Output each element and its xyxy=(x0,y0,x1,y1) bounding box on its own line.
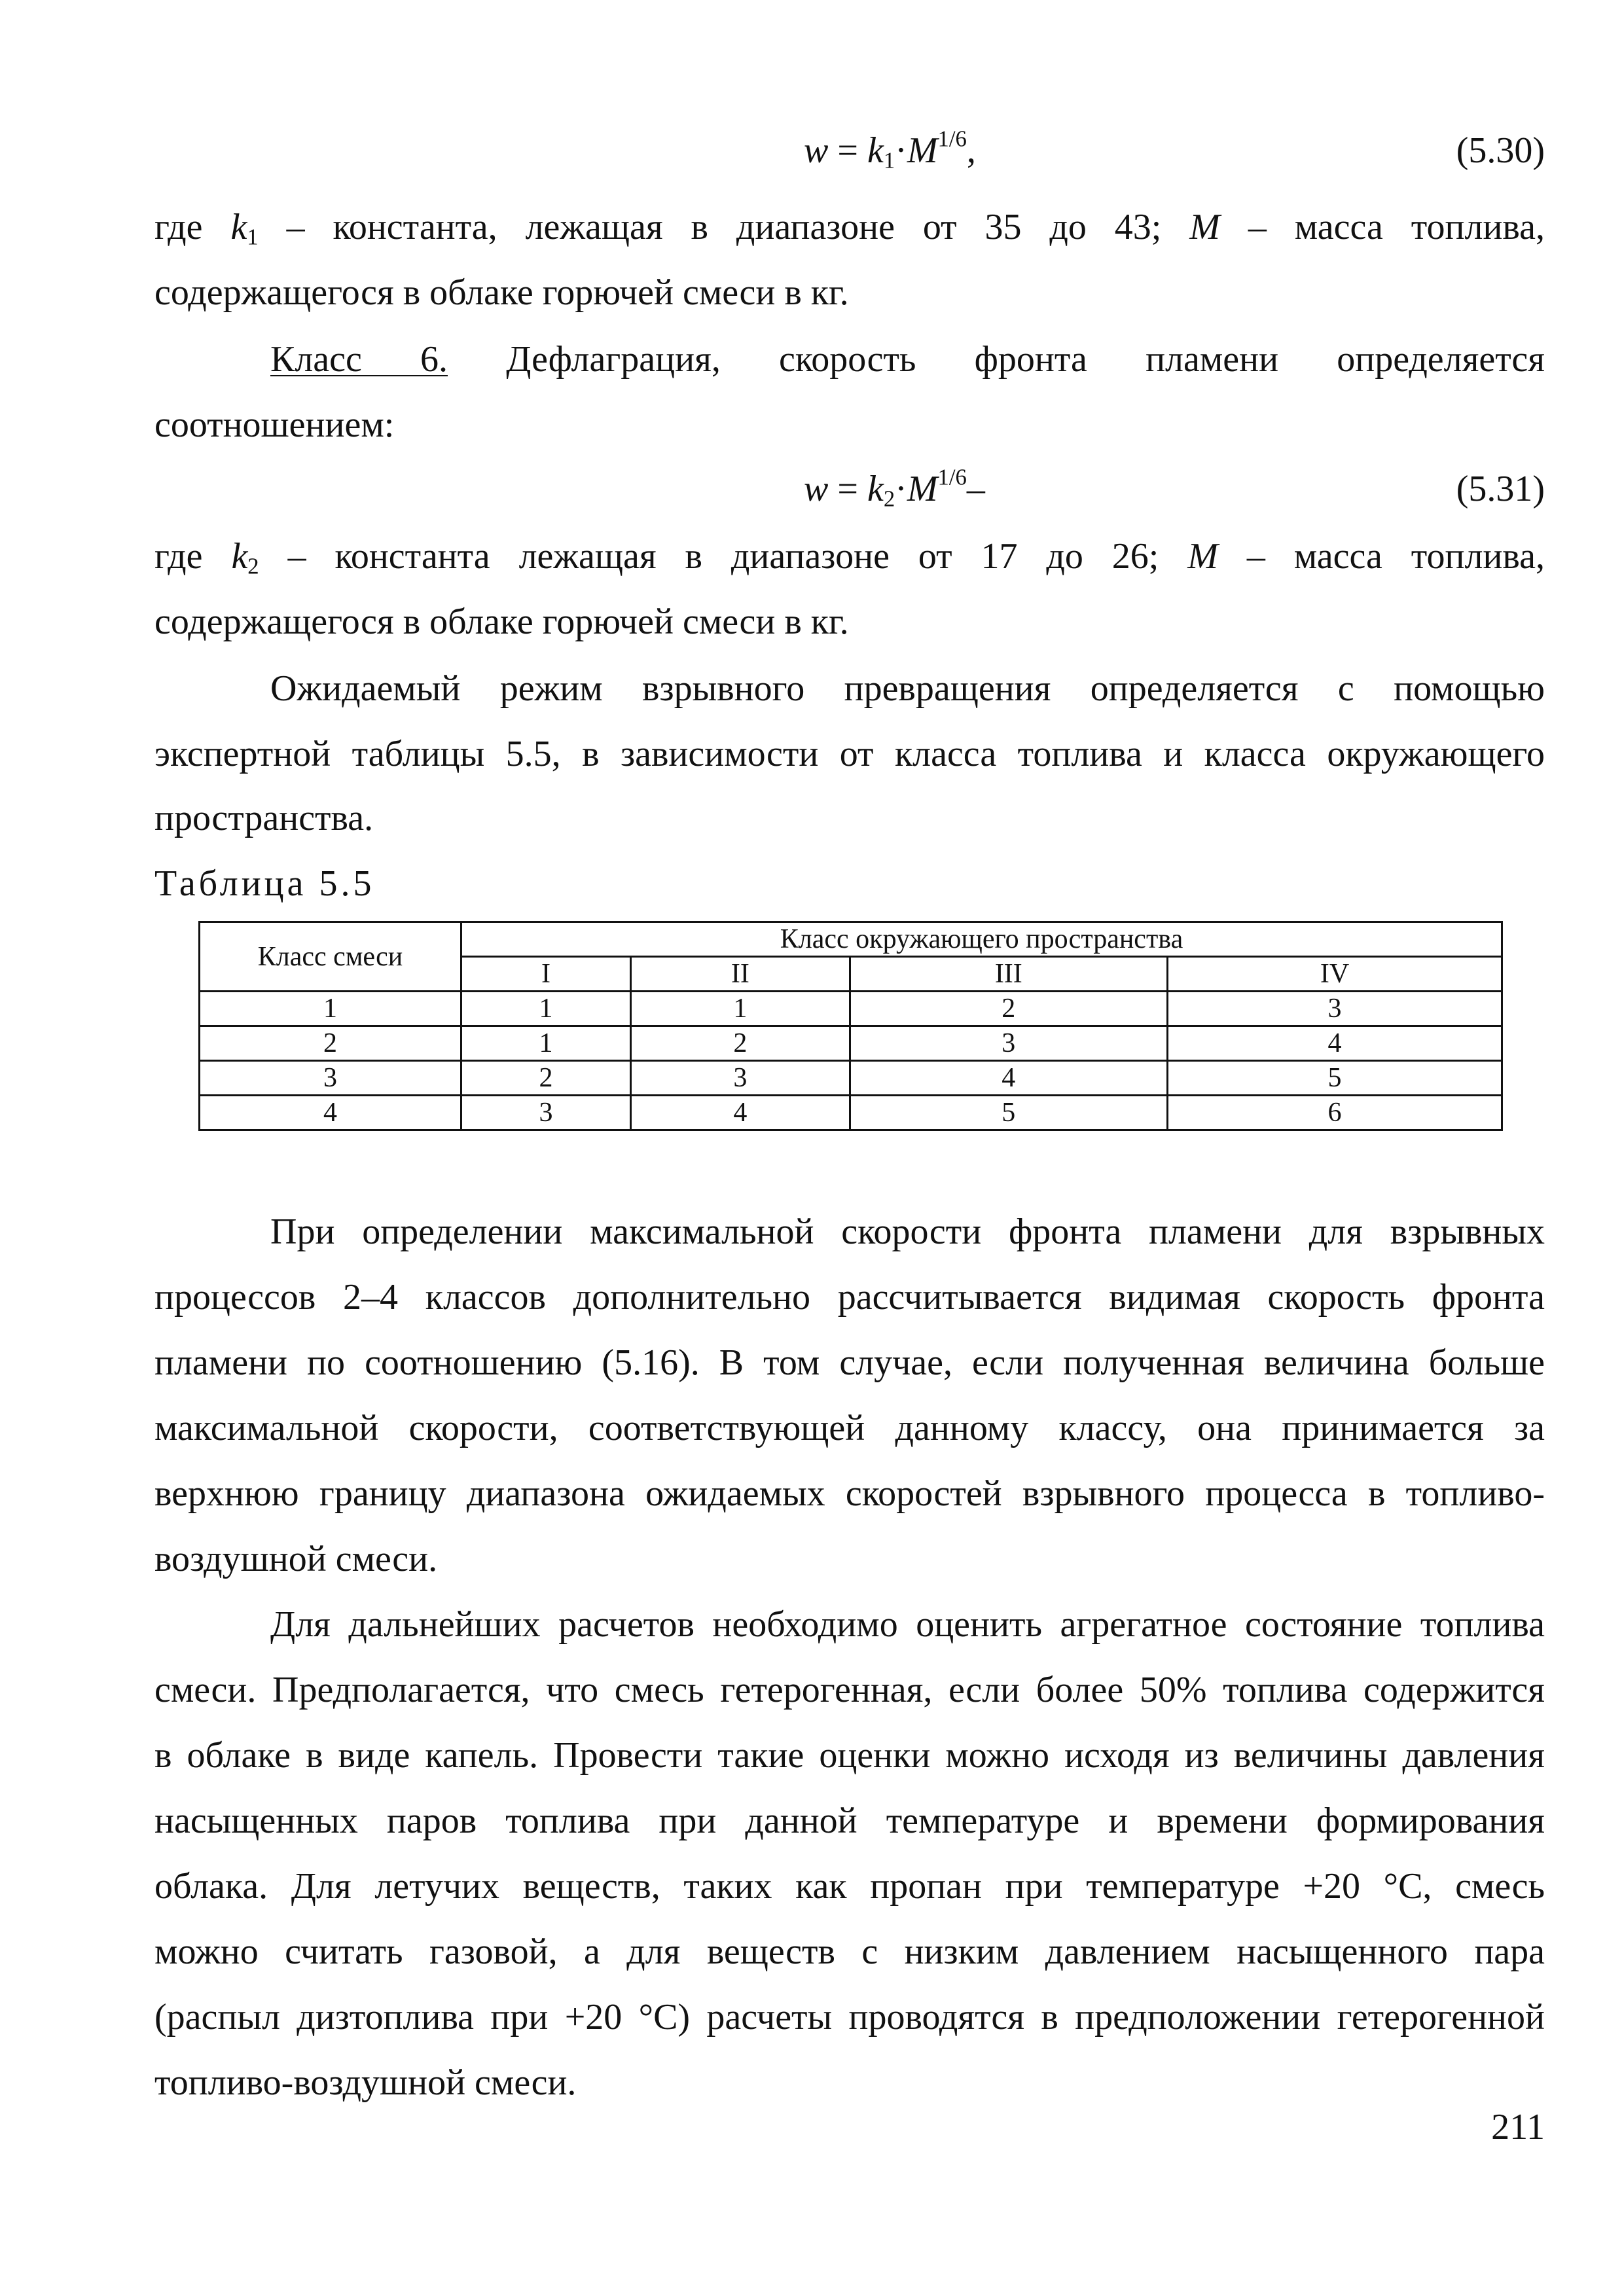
paragraph-line: соотношением: xyxy=(154,404,395,445)
paragraph-line: насыщенных паров топлива при данной температуре и времени формирования xyxy=(154,1801,1545,1841)
formula-punctuation: – xyxy=(966,469,985,509)
paragraph-line: облака. Для летучих веществ, таких как пропан при температуре +20 °С, смесь xyxy=(154,1866,1545,1907)
formula-operator: = xyxy=(828,130,867,171)
paragraph-line: (распыл дизтоплива при +20 °С) расчеты проводятся в предположении гетерогенной xyxy=(154,1997,1545,2037)
table-cell: 5 xyxy=(1168,1061,1502,1096)
text-fragment: – константа, лежащая в диапазоне от 35 до 43; xyxy=(258,207,1190,247)
formula-variable: k xyxy=(867,469,884,509)
table-caption: Таблица 5.5 xyxy=(154,863,375,904)
formula-subscript: 2 xyxy=(883,486,895,512)
formula-operator: · xyxy=(895,469,907,509)
text-fragment: где xyxy=(154,536,232,577)
table-cell: 5 xyxy=(850,1096,1167,1130)
paragraph-line xyxy=(154,524,1545,589)
formula-subscript: 2 xyxy=(247,553,259,579)
table-row xyxy=(200,1061,1502,1096)
text-fragment: Дефлаграция, скорость фронта пламени определяется xyxy=(448,339,1545,380)
paragraph-line: в облаке в виде капель. Провести такие оценки можно исходя из величины давления xyxy=(154,1735,1545,1776)
formula-variable: M xyxy=(1187,536,1218,577)
class-6-label: Класс 6. xyxy=(270,339,448,380)
paragraph-line: верхнюю границу диапазона ожидаемых скоростей взрывного процесса в топливо- xyxy=(154,1473,1545,1514)
formula-variable: k xyxy=(867,130,884,171)
text-fragment: – константа лежащая в диапазоне от 17 до 26; xyxy=(259,536,1188,577)
table-cell: 3 xyxy=(461,1096,631,1130)
formula-variable: k xyxy=(230,207,247,247)
table-row xyxy=(200,992,1502,1026)
column-header: I xyxy=(461,957,631,992)
table-cell: 4 xyxy=(631,1096,850,1130)
table-cell: 3 xyxy=(1168,992,1502,1026)
table-cell: 2 xyxy=(200,1026,461,1061)
table-row xyxy=(200,1096,1502,1130)
table-cell: 1 xyxy=(461,1026,631,1061)
formula-punctuation: , xyxy=(966,130,976,171)
formula-variable: k xyxy=(231,536,248,577)
formula-variable: w xyxy=(804,469,829,509)
paragraph-line: процессов 2–4 классов дополнительно рассчитывается видимая скорость фронта xyxy=(154,1277,1545,1318)
table-cell: 3 xyxy=(200,1061,461,1096)
table-cell: 4 xyxy=(850,1061,1167,1096)
formula-operator: = xyxy=(828,469,867,509)
formula-exponent: 1/6 xyxy=(937,126,967,152)
formula-variable: M xyxy=(1189,207,1220,247)
paragraph-line: Для дальнейших расчетов необходимо оценить агрегатное состояние топлива xyxy=(270,1604,1545,1645)
equation-number: (5.31) xyxy=(1456,469,1545,509)
paragraph-line: содержащегося в облаке горючей смеси в кг. xyxy=(154,272,849,313)
paragraph-line: При определении максимальной скорости фронта пламени для взрывных xyxy=(270,1211,1545,1252)
formula-variable: M xyxy=(907,130,938,171)
table-cell: 1 xyxy=(631,992,850,1026)
formula-exponent: 1/6 xyxy=(937,464,967,490)
column-header: IV xyxy=(1168,957,1502,992)
formula-subscript: 1 xyxy=(247,224,259,250)
table-cell: 1 xyxy=(461,992,631,1026)
mix-class-header: Класс смеси xyxy=(200,922,461,992)
table-cell: 1 xyxy=(200,992,461,1026)
table-5-5 xyxy=(198,921,1503,1131)
paragraph-line: Ожидаемый режим взрывного превращения определяется с помощью xyxy=(270,668,1545,709)
paragraph-line: экспертной таблицы 5.5, в зависимости от класса топлива и класса окружающего xyxy=(154,734,1545,774)
formula-5-30 xyxy=(804,118,976,183)
table-header-row xyxy=(200,922,1502,957)
table-row xyxy=(200,1026,1502,1061)
paragraph-line: пространства. xyxy=(154,798,374,838)
formula-variable: M xyxy=(907,469,938,509)
formula-5-31 xyxy=(804,456,985,522)
formula-variable: w xyxy=(804,130,829,171)
table-cell: 2 xyxy=(461,1061,631,1096)
table-cell: 4 xyxy=(200,1096,461,1130)
table-cell: 2 xyxy=(631,1026,850,1061)
paragraph-line: максимальной скорости, соответствующей данному классу, она принимается за xyxy=(154,1408,1545,1448)
table-cell: 3 xyxy=(631,1061,850,1096)
text-fragment: – масса топлива, xyxy=(1218,536,1545,577)
table-cell: 6 xyxy=(1168,1096,1502,1130)
paragraph-line xyxy=(154,194,1545,260)
paragraph-line: топливо-воздушной смеси. xyxy=(154,2062,577,2103)
page-number: 211 xyxy=(1491,2107,1545,2147)
text-fragment: где xyxy=(154,207,231,247)
table-cell: 4 xyxy=(1168,1026,1502,1061)
paragraph-line: смеси. Предполагается, что смесь гетерогенная, если более 50% топлива содержится xyxy=(154,1670,1545,1710)
paragraph-line xyxy=(270,327,1545,392)
paragraph-line: можно считать газовой, а для веществ с низким давлением насыщенного пара xyxy=(154,1931,1545,1972)
table-cell: 2 xyxy=(850,992,1167,1026)
column-header: III xyxy=(850,957,1167,992)
paragraph-line: содержащегося в облаке горючей смеси в кг. xyxy=(154,601,849,642)
paragraph-line: пламени по соотношению (5.16). В том случае, если полученная величина больше xyxy=(154,1342,1545,1383)
column-header: II xyxy=(631,957,850,992)
equation-number: (5.30) xyxy=(1456,130,1545,171)
space-class-header: Класс окружающего пространства xyxy=(461,922,1502,957)
text-fragment: – масса топлива, xyxy=(1219,207,1545,247)
paragraph-line: воздушной смеси. xyxy=(154,1539,438,1579)
table-cell: 3 xyxy=(850,1026,1167,1061)
formula-operator: · xyxy=(895,130,907,171)
formula-subscript: 1 xyxy=(883,147,895,173)
